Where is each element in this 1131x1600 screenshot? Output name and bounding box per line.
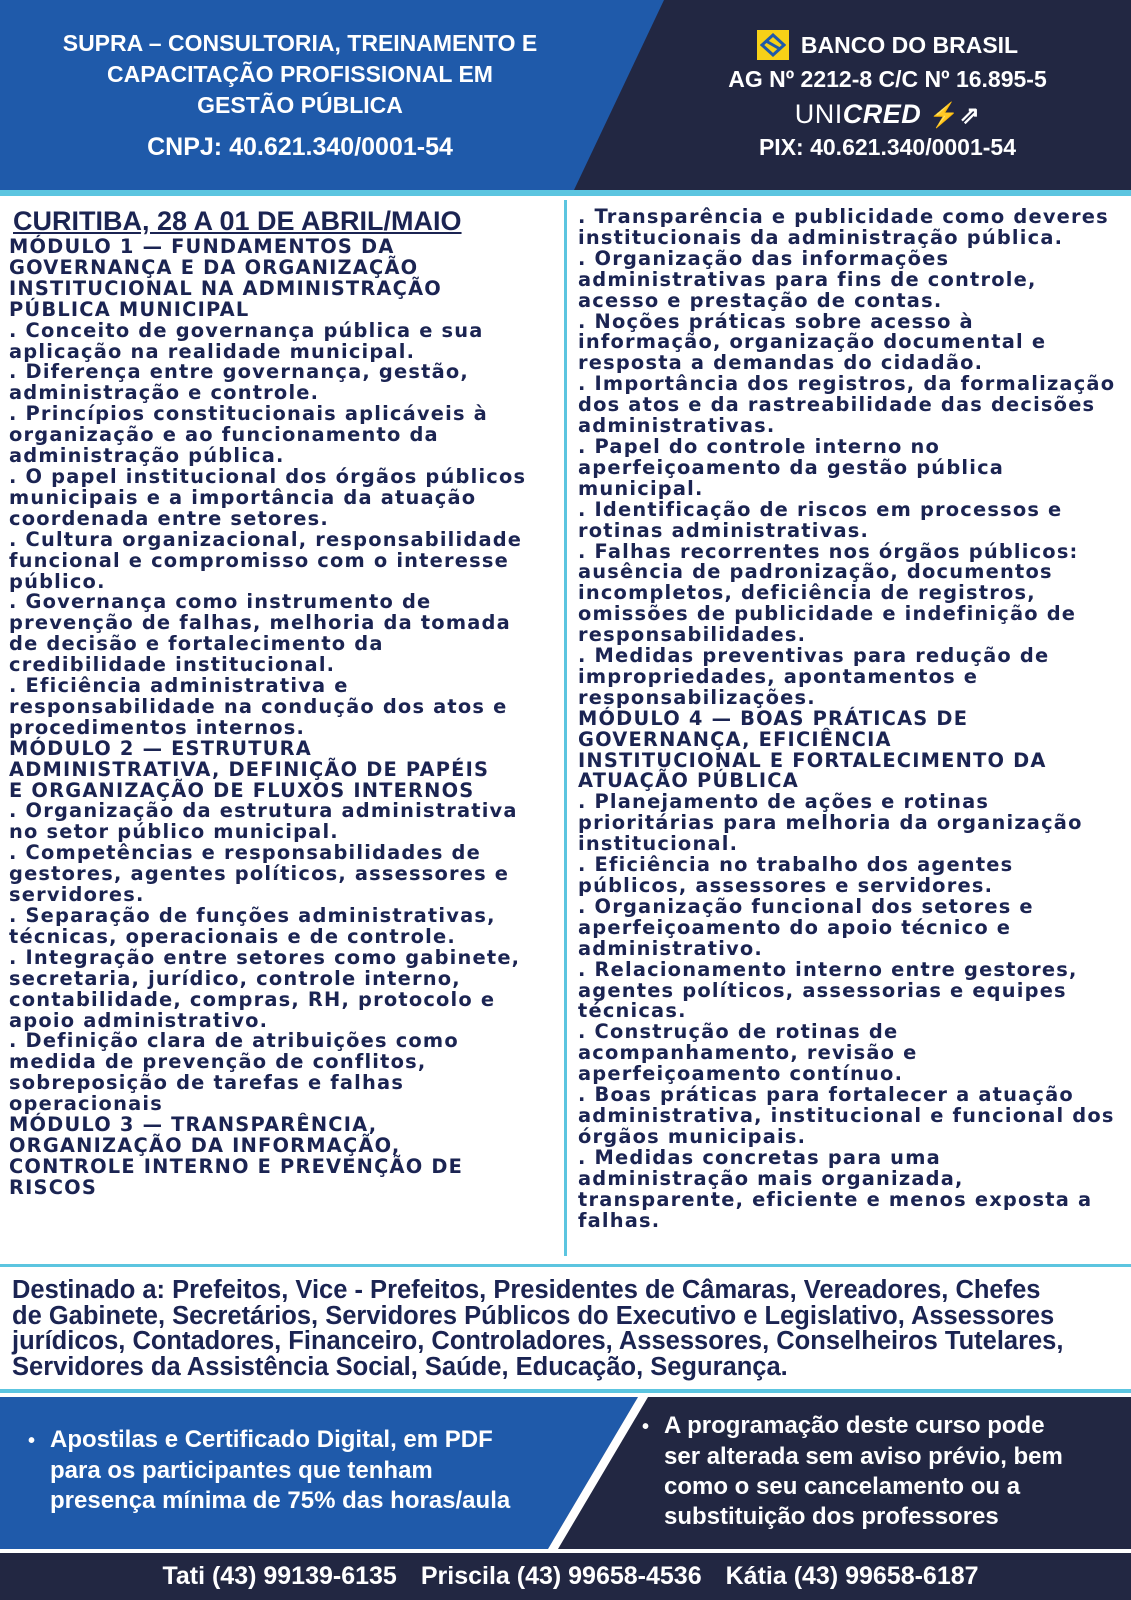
- header-divider: [0, 190, 1131, 196]
- header-banner: [0, 0, 1131, 190]
- program-line: MÓDULO 3 — TRANSPARÊNCIA,: [9, 1113, 378, 1137]
- program-line: . Integração entre setores como gabinete,: [9, 945, 521, 969]
- program-line: MÓDULO 4 — BOAS PRÁTICAS DE: [578, 706, 969, 730]
- program-line: . Boas práticas para fortalecer a atuação: [578, 1083, 1074, 1107]
- note-line: presença mínima de 75% das horas/aula: [50, 1487, 511, 1514]
- program-line: . Importância dos registros, da formalização: [578, 372, 1116, 396]
- program-line: técnicas.: [578, 999, 687, 1023]
- program-line: . Organização funcional dos setores e: [578, 894, 1034, 918]
- program-line: INSTITUCIONAL NA ADMINISTRAÇÃO: [9, 276, 442, 300]
- contact-phone: Tati (43) 99139-6135: [162, 1562, 397, 1590]
- program-line: aperfeiçoamento da gestão pública: [578, 455, 1005, 479]
- contact-phone: Priscila (43) 99658-4536: [420, 1562, 702, 1590]
- program-line: E ORGANIZAÇÃO DE FLUXOS INTERNOS: [9, 778, 475, 802]
- program-line: administração pública.: [9, 444, 285, 468]
- unicred-logo-thin: UNI: [794, 99, 843, 129]
- program-line: de decisão e fortalecimento da: [9, 632, 384, 656]
- program-line: omissões de publicidade e indefinição de: [578, 602, 1077, 626]
- program-line: MÓDULO 2 — ESTRUTURA: [9, 736, 312, 760]
- bank-line: [690, 30, 1085, 60]
- audience-line: de Gabinete, Secretários, Servidores Públicos do Executivo e Legislativo, Assessores: [12, 1301, 1055, 1330]
- program-line: responsabilidades.: [578, 623, 807, 647]
- audience-line: Servidores da Assistência Social, Saúde, Educação, Segurança.: [12, 1352, 788, 1381]
- program-line: técnicas, operacionais e de controle.: [9, 924, 456, 948]
- program-line: prevenção de falhas, melhoria da tomada: [9, 611, 511, 635]
- program-line: municipais e a importância da atuação: [9, 485, 477, 509]
- program-line: . Medidas concretas para uma: [578, 1145, 941, 1169]
- program-line: municipal.: [578, 476, 704, 500]
- bank-account: AG Nº 2212-8 C/C Nº 16.895-5: [728, 66, 1047, 92]
- program-line: transparente, eficiente e menos exposta a: [578, 1187, 1093, 1211]
- program-line: . Princípios constitucionais aplicáveis à: [9, 402, 488, 426]
- program-line: . Relacionamento interno entre gestores,: [578, 957, 1078, 981]
- note-line: para os participantes que tenham: [50, 1457, 433, 1484]
- program-line: incompletos, deficiência de registros,: [578, 581, 1036, 605]
- program-line: operacionais: [9, 1092, 163, 1116]
- audience-line: Destinado a: Prefeitos, Vice - Prefeitos, Presidentes de Câmaras, Vereadores, Chefes: [12, 1276, 1041, 1304]
- program-line: públicos, assessores e servidores.: [578, 874, 994, 897]
- program-line: público.: [9, 569, 106, 593]
- city-dates: CURITIBA, 28 A 01 DE ABRIL/MAIO: [13, 206, 462, 236]
- program-line: INSTITUCIONAL E FORTALECIMENTO DA: [578, 748, 1047, 772]
- program-line: no setor público municipal.: [9, 820, 339, 844]
- program-line: organização e ao funcionamento da: [9, 423, 439, 447]
- program-line: . Noções práticas sobre acesso à: [578, 309, 974, 333]
- program-line: administrativo.: [578, 936, 763, 960]
- bullet-icon: •: [28, 1430, 36, 1452]
- payment-block: [690, 30, 1085, 161]
- pix-key: PIX: 40.621.340/0001-54: [758, 134, 1017, 160]
- program-line: . Definição clara de atribuições como: [9, 1029, 459, 1053]
- program-line: ORGANIZAÇÃO DA INFORMAÇÃO,: [9, 1133, 401, 1157]
- program-line: administrativas para fins de controle,: [578, 267, 1037, 291]
- note-text: Apostilas e Certificado Digital, em PDF: [50, 1426, 493, 1453]
- unicred-logo-bold: CRED: [842, 99, 922, 129]
- organization-block: [40, 28, 560, 162]
- audience-top-rule: [0, 1264, 1131, 1267]
- program-line: . Organização da estrutura administrativa: [9, 799, 518, 823]
- program-left-column: [9, 207, 557, 1199]
- program-line: aplicação na realidade municipal.: [9, 339, 416, 363]
- program-line: . Identificação de riscos em processos e: [578, 497, 1063, 521]
- program-line: . Governança como instrumento de: [9, 590, 432, 614]
- program-right-column: [578, 207, 1126, 1231]
- note-line: [642, 1411, 1107, 1442]
- program-line: credibilidade institucional.: [9, 653, 336, 677]
- program-line: gestores, agentes políticos, assessores e: [9, 862, 510, 886]
- note-line: como o seu cancelamento ou a: [664, 1473, 1021, 1500]
- program-line: . Cultura organizacional, responsabilidade: [9, 527, 523, 551]
- program-line: . Separação de funções administrativas,: [9, 904, 496, 927]
- unicred-arrows-icon: ⚡⇗: [929, 102, 981, 129]
- program-line: secretaria, jurídico, controle interno,: [9, 966, 461, 990]
- note-line: ser alterada sem aviso prévio, bem: [664, 1443, 1063, 1470]
- cnpj: CNPJ: 40.621.340/0001-54: [147, 133, 453, 161]
- program-line: institucionais da administração pública.: [578, 225, 1064, 249]
- note-text: A programação deste curso pode: [664, 1412, 1045, 1439]
- organization-name: [40, 28, 560, 121]
- program-line: . Eficiência administrativa e: [9, 674, 349, 698]
- program-line: GOVERNANÇA E DA ORGANIZAÇÃO: [9, 255, 419, 279]
- org-line: SUPRA – CONSULTORIA, TREINAMENTO E: [62, 30, 538, 56]
- info-band: [0, 1397, 1131, 1549]
- program-line: aperfeiçoamento contínuo.: [578, 1062, 904, 1086]
- bank-name: BANCO DO BRASIL: [800, 31, 1019, 58]
- program-line: . Competências e responsabilidades de: [9, 841, 481, 865]
- program-line: . Medidas preventivas para redução de: [578, 644, 1050, 668]
- program-line: falhas.: [578, 1208, 661, 1232]
- program-line: acesso e prestação de contas.: [578, 288, 943, 312]
- program-line: administrativa, institucional e funcional dos: [578, 1103, 1115, 1127]
- program-line: funcional e compromisso com o interesse: [9, 548, 509, 572]
- program-line: acompanhamento, revisão e: [578, 1041, 918, 1065]
- contacts-footer: [0, 1553, 1131, 1600]
- program-line: . Conceito de governança pública e sua: [9, 318, 484, 342]
- bullet-icon: •: [642, 1416, 650, 1438]
- contact-phone: Kátia (43) 99658-6187: [725, 1562, 979, 1590]
- program-line: institucional.: [578, 832, 739, 856]
- program-line: . Transparência e publicidade como deveres: [578, 205, 1109, 228]
- program-line: aperfeiçoamento do apoio técnico e: [578, 915, 1012, 939]
- program-line: CONTROLE INTERNO E PREVENÇÃO DE: [9, 1154, 464, 1178]
- bb-logo-glyph: [760, 33, 786, 57]
- program-line: administração e controle.: [9, 381, 320, 405]
- program-line: sobreposição de tarefas e falhas: [9, 1071, 405, 1095]
- program-line: rotinas administrativas.: [578, 518, 870, 542]
- program-line: ADMINISTRATIVA, DEFINIÇÃO DE PAPÉIS: [9, 757, 490, 781]
- program-line: . Falhas recorrentes nos órgãos públicos:: [578, 539, 1079, 563]
- program-line: prioritárias para melhoria da organização: [578, 811, 1083, 835]
- program-line: responsabilizações.: [578, 685, 816, 709]
- program-line: GOVERNANÇA, EFICIÊNCIA: [578, 727, 892, 751]
- program-line: ausência de padronização, documentos: [578, 560, 1053, 584]
- unicred-logo: [690, 99, 1085, 130]
- org-line: GESTÃO PÚBLICA: [197, 92, 403, 118]
- banco-do-brasil-logo-icon: [757, 30, 789, 60]
- schedule-change-note: [642, 1411, 1107, 1532]
- note-line: substituição dos professores: [664, 1503, 999, 1530]
- program-line: contabilidade, compras, RH, protocolo e: [9, 987, 496, 1011]
- program-line: . Planejamento de ações e rotinas: [578, 790, 990, 814]
- program-line: MÓDULO 1 — FUNDAMENTOS DA: [9, 235, 395, 258]
- program-line: impropriedades, apontamentos e: [578, 664, 979, 688]
- program-line: . Organização das informações: [578, 246, 950, 270]
- program-line: medida de prevenção de conflitos,: [9, 1050, 427, 1074]
- program-line: PÚBLICA MUNICIPAL: [9, 297, 250, 321]
- column-divider: [564, 200, 567, 1256]
- program-line: servidores.: [9, 883, 145, 907]
- program-line: dos atos e da rastreabilidade das decisões: [578, 393, 1096, 417]
- certificate-note: [28, 1425, 558, 1516]
- target-audience: [12, 1278, 1127, 1380]
- program-line: . O papel institucional dos órgãos públicos: [9, 464, 527, 488]
- program-line: . Papel do controle interno no: [578, 434, 941, 458]
- program-line: responsabilidade na condução dos atos e: [9, 694, 508, 718]
- program-line: agentes políticos, assessorias e equipes: [578, 978, 1067, 1002]
- program-line: . Diferença entre governança, gestão,: [9, 360, 469, 384]
- program-line: procedimentos internos.: [9, 715, 306, 739]
- program-line: administrativas.: [578, 414, 776, 438]
- note-line: [28, 1425, 558, 1456]
- program-line: . Eficiência no trabalho dos agentes: [578, 853, 1014, 877]
- org-line: CAPACITAÇÃO PROFISSIONAL EM: [107, 61, 493, 87]
- program-line: administração mais organizada,: [578, 1166, 964, 1190]
- program-line: RISCOS: [9, 1175, 97, 1199]
- program-line: ATUAÇÃO PÚBLICA: [578, 769, 799, 793]
- audience-line: jurídicos, Contadores, Financeiro, Controladores, Assessores, Conselheiros Tutelares,: [12, 1327, 1064, 1355]
- program-line: coordenada entre setores.: [9, 506, 329, 530]
- program-line: informação, organização documental e: [578, 330, 1047, 354]
- audience-bottom-rule: [0, 1389, 1131, 1393]
- program-line: resposta a demandas do cidadão.: [578, 351, 984, 375]
- program-line: órgãos municipais.: [578, 1124, 807, 1148]
- program-line: apoio administrativo.: [9, 1008, 269, 1032]
- program-line: . Construção de rotinas de: [578, 1020, 899, 1044]
